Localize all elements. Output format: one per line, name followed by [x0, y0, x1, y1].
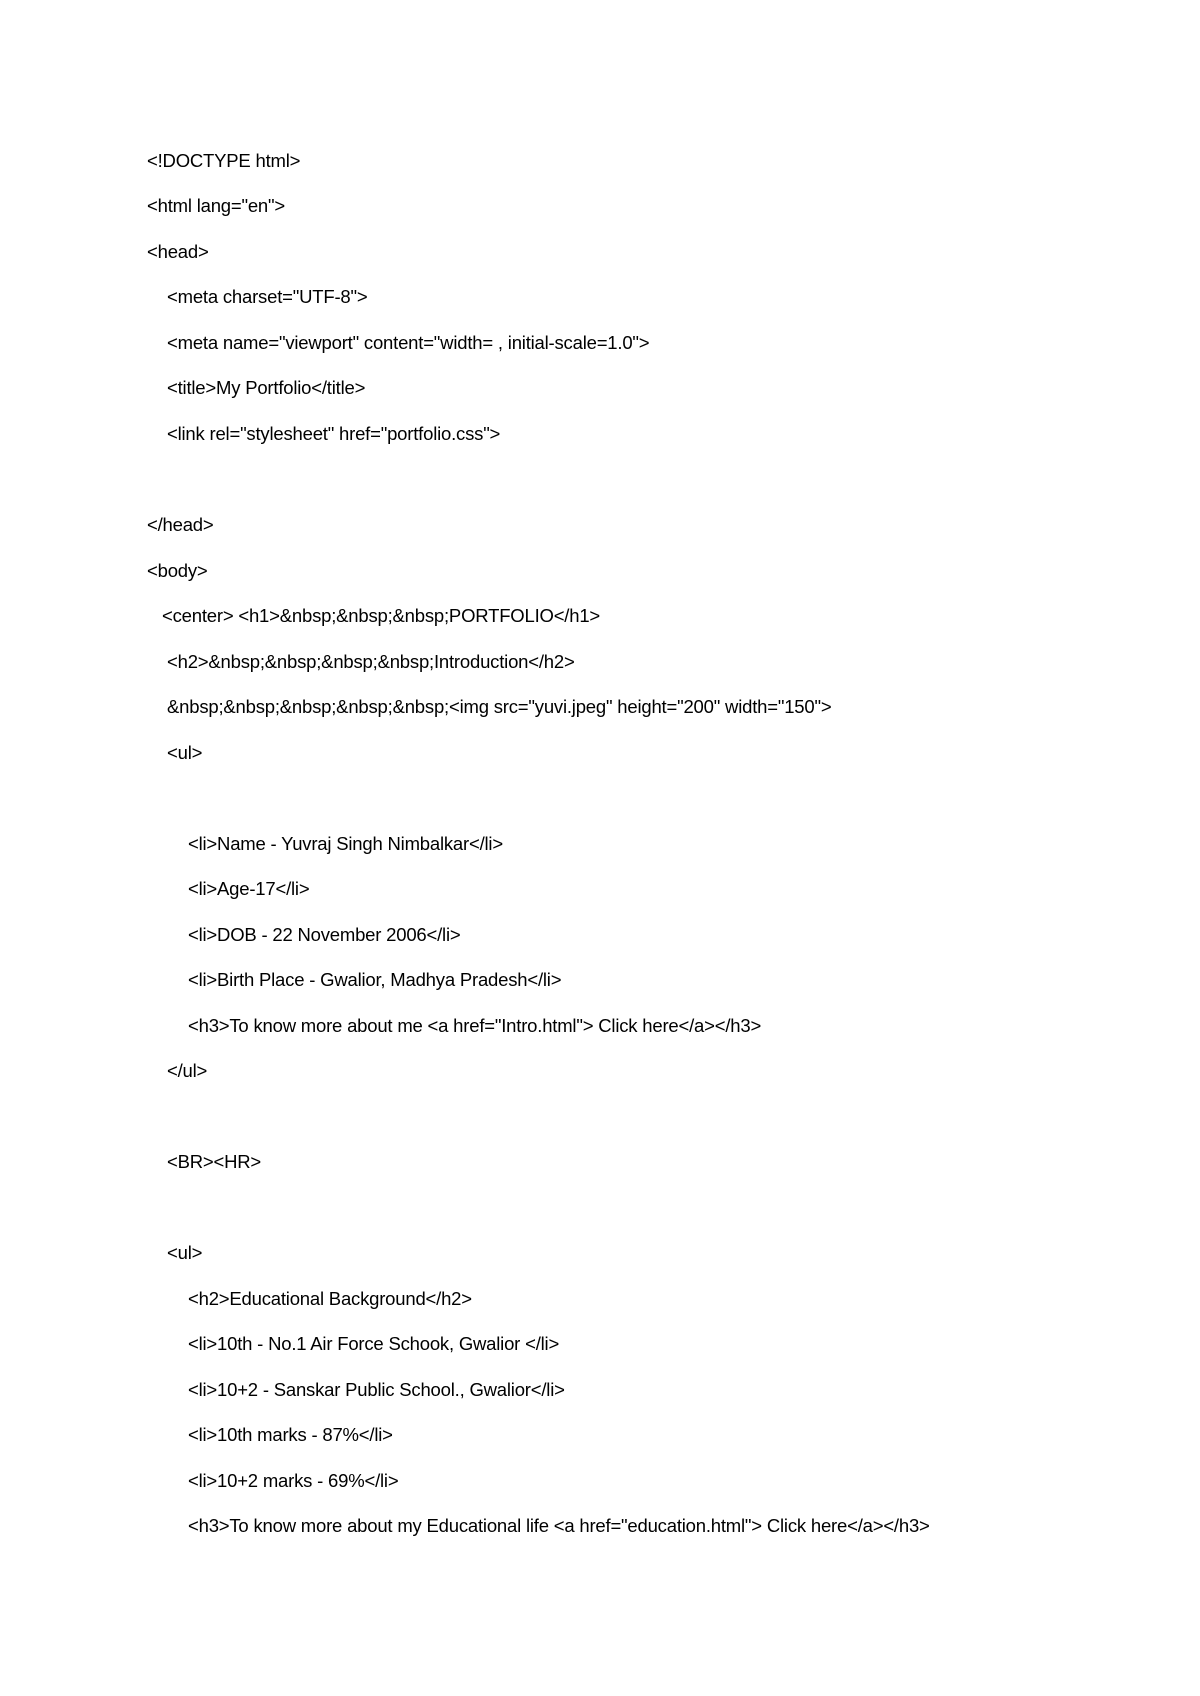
code-line-h2-education: <h2>Educational Background</h2> [188, 1288, 472, 1309]
code-line-doctype: <!DOCTYPE html> [147, 150, 301, 171]
code-line-img: &nbsp;&nbsp;&nbsp;&nbsp;&nbsp;<img src="yuvi.jpeg" height="200" width="150"> [167, 696, 832, 717]
code-line-meta-charset: <meta charset="UTF-8"> [167, 286, 368, 307]
code-line-li-10th-marks: <li>10th marks - 87%</li> [188, 1424, 393, 1445]
code-line-ul-close-1: </ul> [167, 1060, 208, 1081]
code-line-h2-introduction: <h2>&nbsp;&nbsp;&nbsp;&nbsp;Introduction</h2> [167, 651, 575, 672]
code-line-head-open: <head> [147, 241, 209, 262]
code-line-li-10plus2-marks: <li>10+2 marks - 69%</li> [188, 1470, 399, 1491]
code-line-li-birthplace: <li>Birth Place - Gwalior, Madhya Pradesh</li> [188, 969, 562, 990]
code-line-h3-intro-link: <h3>To know more about me <a href="Intro.html"> Click here</a></h3> [188, 1015, 762, 1036]
code-line-head-close: </head> [147, 514, 214, 535]
code-line-h3-education-link: <h3>To know more about my Educational life <a href="education.html"> Click here</a></h3> [188, 1515, 930, 1536]
code-line-li-10plus2: <li>10+2 - Sanskar Public School., Gwalior</li> [188, 1379, 565, 1400]
code-line-meta-viewport: <meta name="viewport" content="width= , initial-scale=1.0"> [167, 332, 650, 353]
code-line-li-10th: <li>10th - No.1 Air Force Schook, Gwalior </li> [188, 1333, 560, 1354]
code-line-li-dob: <li>DOB - 22 November 2006</li> [188, 924, 461, 945]
code-line-body-open: <body> [147, 560, 208, 581]
code-line-link-stylesheet: <link rel="stylesheet" href="portfolio.css"> [167, 423, 501, 444]
code-line-html-open: <html lang="en"> [147, 195, 285, 216]
code-line-ul-open-1: <ul> [167, 742, 203, 763]
code-line-li-age: <li>Age-17</li> [188, 878, 310, 899]
code-line-center-h1: <center> <h1>&nbsp;&nbsp;&nbsp;PORTFOLIO</h1> [162, 605, 601, 626]
code-line-title: <title>My Portfolio</title> [167, 377, 366, 398]
code-line-li-name: <li>Name - Yuvraj Singh Nimbalkar</li> [188, 833, 503, 854]
code-line-br-hr: <BR><HR> [167, 1151, 262, 1172]
code-line-ul-open-2: <ul> [167, 1242, 203, 1263]
